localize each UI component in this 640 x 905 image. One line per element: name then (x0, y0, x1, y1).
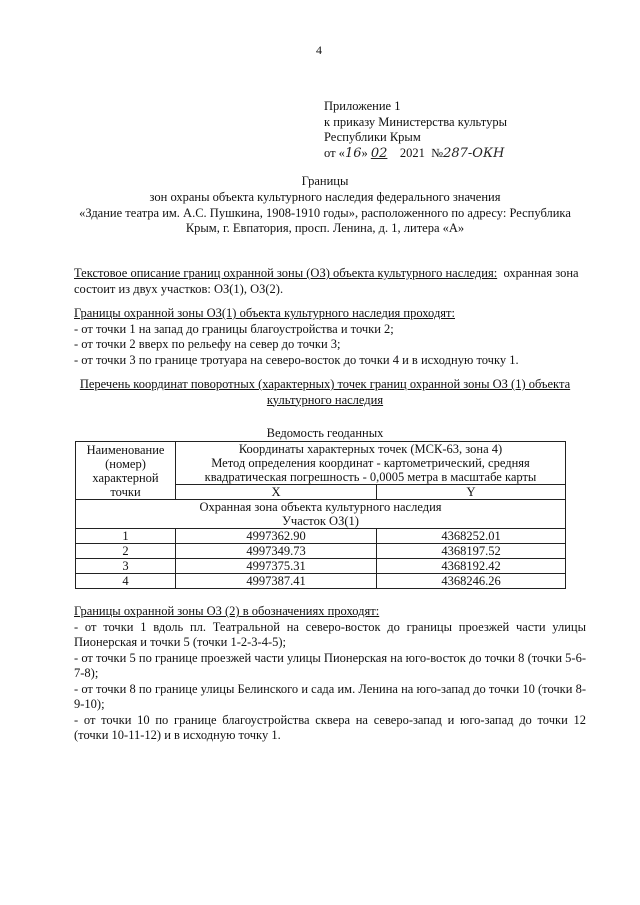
appendix-line2: к приказу Министерства культуры (324, 114, 507, 129)
coordinates-header: Координаты характерных точек (МСК-63, зона 4) Метод определения координат - картометрический, средняя квадратическая погрешность - 0,0005 метра в масштабе карты (176, 442, 566, 485)
point-cell: 2 (76, 544, 176, 559)
point-cell: 3 (76, 559, 176, 574)
description-line2: состоит из двух участков: ОЗ(1), ОЗ(2). (74, 281, 284, 296)
table-row (76, 544, 566, 559)
x-cell: 4997387.41 (176, 574, 377, 589)
y-cell: 4368197.52 (377, 544, 566, 559)
appendix-header (324, 99, 507, 161)
document-title: Границы (301, 174, 349, 188)
coordinates-table (75, 441, 566, 589)
y-column-header: Y (377, 485, 566, 500)
document-subtitle (40, 190, 610, 237)
description-text: охранная зона (503, 266, 579, 280)
date-prefix: от « (324, 145, 345, 160)
number-label: № (431, 145, 444, 160)
oz2-section (74, 604, 586, 744)
table-caption: Ведомость геоданных (266, 426, 384, 440)
oz2-item: - от точки 10 по границе благоустройства сквера на северо-запад и юго-запад до точки 12 (точки 10-11-12) и в исходную точку 1. (74, 712, 586, 742)
order-number: 287-ОКН (443, 145, 505, 161)
date-day: 16 (344, 145, 362, 161)
x-cell: 4997375.31 (176, 559, 377, 574)
point-cell: 1 (76, 529, 176, 544)
point-name-header: Наименование (номер) характерной точки (76, 442, 176, 500)
subtitle-line3: Крым, г. Евпатория, просп. Ленина, д. 1, литера «А» (185, 221, 465, 235)
oz1-item: - от точки 1 на запад до границы благоустройства и точки 2; (74, 321, 394, 336)
description-heading: Текстовое описание границ охранной зоны (ОЗ) объекта культурного наследия: (74, 266, 498, 280)
zone-section-row (76, 500, 566, 529)
list-title-line2: культурного наследия (266, 392, 384, 407)
appendix-line3: Республики Крым (324, 130, 421, 144)
oz1-section (74, 306, 586, 368)
point-cell: 4 (76, 574, 176, 589)
zone-label: Охранная зона объекта культурного наследия (199, 500, 442, 514)
coordinates-list-title (40, 377, 610, 408)
table-row (76, 574, 566, 589)
x-cell: 4997362.90 (176, 529, 377, 544)
y-cell: 4368246.26 (377, 574, 566, 589)
date-month: 02 (370, 145, 388, 161)
oz2-item: - от точки 8 по границе улицы Белинского и сада им. Ленина на юго-запад до точки 10 (точки 8-9-10); (74, 681, 586, 711)
subtitle-line2: «Здание театра им. А.С. Пушкина, 1908-1910 годы», расположенного по адресу: Республика (79, 205, 571, 220)
x-column-header: X (176, 485, 377, 500)
y-cell: 4368252.01 (377, 529, 566, 544)
oz1-item: - от точки 2 вверх по рельефу на север до точки 3; (74, 337, 341, 351)
oz1-heading: Границы охранной зоны ОЗ(1) объекта культурного наследия проходят: (74, 306, 455, 320)
subtitle-line1: зон охраны объекта культурного наследия федерального значения (149, 190, 501, 204)
y-cell: 4368192.42 (377, 559, 566, 574)
page-number: 4 (316, 43, 322, 57)
table-row (76, 559, 566, 574)
zone-description (74, 266, 586, 297)
date-year: 2021 (399, 145, 425, 160)
oz2-heading: Границы охранной зоны ОЗ (2) в обозначениях проходят: (74, 604, 380, 618)
oz2-item: - от точки 1 вдоль пл. Театральной на северо-восток до границы проезжей части улицы Пионерская и точки 5 (точки 1-2-3-4-5); (74, 619, 586, 649)
table-row (76, 529, 566, 544)
x-cell: 4997349.73 (176, 544, 377, 559)
appendix-line1: Приложение 1 (324, 99, 401, 113)
section-label: Участок ОЗ(1) (282, 514, 359, 528)
date-mid: » (361, 145, 371, 160)
order-date-line (324, 146, 507, 162)
list-title-line1: Перечень координат поворотных (характерных) точек границ охранной зоны ОЗ (1) объекта (79, 377, 571, 391)
oz1-item: - от точки 3 по границе тротуара на северо-восток до точки 4 и в исходную точку 1. (74, 352, 519, 367)
oz2-item: - от точки 5 по границе проезжей части улицы Пионерская на юго-восток до точки 8 (точки 5-6-7-8); (74, 650, 586, 680)
